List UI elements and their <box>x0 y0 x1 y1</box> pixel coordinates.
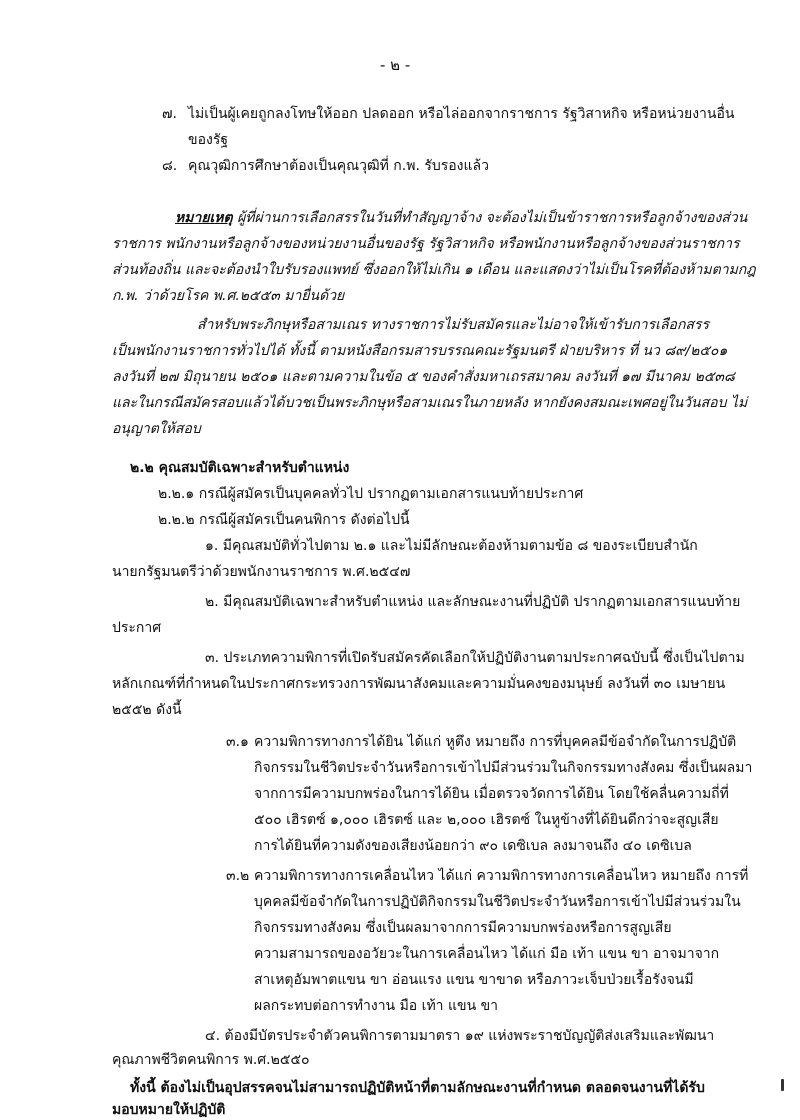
scan-mark <box>781 1079 784 1091</box>
disabled-item-line: ๓. ประเภทความพิการที่เปิดรับสมัครคัดเลือกให้ปฏิบัติงานตามประกาศฉบับนี้ ซึ่งเป็นไปตาม <box>205 650 745 666</box>
disability-type-line: ผลกระทบต่อการทำงาน มือ เท้า แขน ขา <box>254 998 499 1014</box>
remark-line: ก.พ. ว่าด้วยโรค พ.ศ.๒๕๕๓ มายื่นด้วย <box>112 288 345 304</box>
monk-paragraph-line: ลงวันที่ ๒๗ มิถุนายน ๒๕๐๑ และตามความในข้อ ๕ ของคำสั่งมหาเถรสมาคม ลงวันที่ ๑๗ มีนาคม ๒๕๓๘ <box>112 369 735 385</box>
disability-type-line: กิจกรรมทางสังคม ซึ่งเป็นผลมาจากการมีความบกพร่องหรือการสูญเสีย <box>254 920 672 936</box>
subsection-general: ๒.๒.๑ กรณีผู้สมัครเป็นบุคคลทั่วไป ปรากฏตามเอกสารแนบท้ายประกาศ <box>158 486 584 502</box>
disability-type-line: ๕๐๐ เฮิรตซ์ ๑,๐๐๐ เฮิรตซ์ และ ๒,๐๐๐ เฮิรตซ์ ในหูข้างที่ได้ยินดีกว่าจะสูญเสีย <box>254 812 719 828</box>
section-heading: ๒.๒ คุณสมบัติเฉพาะสำหรับตำแหน่ง <box>130 460 350 476</box>
item-four-line: ๔. ต้องมีบัตรประจำตัวคนพิการตามมาตรา ๑๙ แห่งพระราชบัญญัติส่งเสริมและพัฒนา <box>205 1028 715 1044</box>
disabled-item-line: ๒๕๕๒ ดังนี้ <box>112 702 182 718</box>
item-four-line: คุณภาพชีวิตคนพิการ พ.ศ.๒๕๕๐ <box>112 1052 310 1068</box>
disability-type-number: ๓.๑ <box>226 734 249 750</box>
disability-type-line: กิจกรรมในชีวิตประจำวันหรือการเข้าไปมีส่วนร่วมในกิจกรรมทางสังคม ซึ่งเป็นผลมา <box>254 760 753 776</box>
monk-paragraph-line: และในกรณีสมัครสอบแล้วได้บวชเป็นพระภิกษุหรือสามเณรในภายหลัง หากยังคงสมณะเพศอยู่ในวันสอบ ไม่ <box>112 395 748 411</box>
item-number: ๗. <box>162 106 177 122</box>
subsection-disabled: ๒.๒.๒ กรณีผู้สมัครเป็นคนพิการ ดังต่อไปนี้ <box>158 512 410 528</box>
disabled-item-line: นายกรัฐมนตรีว่าด้วยพนักงานราชการ พ.ศ.๒๕๔๗ <box>112 564 411 580</box>
remark-text: ผู้ที่ผ่านการเลือกสรรในวันที่ทำสัญญาจ้าง จะต้องไม่เป็นข้าราชการหรือลูกจ้างของส่วน <box>237 210 748 226</box>
monk-paragraph-line: สำหรับพระภิกษุหรือสามเณร ทางราชการไม่รับสมัครและไม่อาจให้เข้ารับการเลือกสรร <box>197 317 710 333</box>
closing-line: ทั้งนี้ ต้องไม่เป็นอุปสรรคจนไม่สามารถปฏิบัติหน้าที่ตามลักษณะงานที่กำหนด ตลอดจนงานที่ได้รับ <box>130 1080 705 1096</box>
disability-type-line: ความพิการทางการเคลื่อนไหว ได้แก่ ความพิการทางการเคลื่อนไหว หมายถึง การที่ <box>254 868 749 884</box>
disability-type-line: จากการมีความบกพร่องในการได้ยิน เมื่อตรวจวัดการได้ยิน โดยใช้คลื่นความถี่ที่ <box>254 786 729 802</box>
item-text: คุณวุฒิการศึกษาต้องเป็นคุณวุฒิที่ ก.พ. รับรองแล้ว <box>188 158 489 174</box>
disability-type-line: ความพิการทางการได้ยิน ได้แก่ หูตึง หมายถึง การที่บุคคลมีข้อจำกัดในการปฏิบัติ <box>254 734 737 750</box>
disabled-item-line: หลักเกณฑ์ที่กำหนดในประกาศกระทรวงการพัฒนาสังคมและความมั่นคงของมนุษย์ ลงวันที่ ๓๐ เมษายน <box>112 676 726 692</box>
remark-label: หมายเหตุ <box>175 210 233 226</box>
disability-type-number: ๓.๒ <box>226 868 250 884</box>
page-number: - ๒ - <box>380 56 411 74</box>
disabled-item-line: ๑. มีคุณสมบัติทั่วไปตาม ๒.๑ และไม่มีลักษณะต้องห้ามตามข้อ ๘ ของระเบียบสำนัก <box>205 538 698 554</box>
remark-line: ส่วนท้องถิ่น และจะต้องนำใบรับรองแพทย์ ซึ่งออกให้ไม่เกิน ๑ เดือน และแสดงว่าไม่เป็นโรคที่ต้องห้ามตามกฎ <box>112 262 756 278</box>
closing-line: มอบหมายให้ปฏิบัติ <box>112 1102 226 1118</box>
disability-type-line: การได้ยินที่ความดังของเสียงน้อยกว่า ๙๐ เดซิเบล ลงมาจนถึง ๔๐ เดซิเบล <box>254 838 692 854</box>
item-number: ๘. <box>162 158 178 174</box>
item-text: ของรัฐ <box>188 132 229 148</box>
disability-type-line: สาเหตุอัมพาตแขน ขา อ่อนแรง แขน ขาขาด หรือภาวะเจ็บป่วยเรื้อรังจนมี <box>254 972 694 988</box>
disability-type-line: ความสามารถของอวัยวะในการเคลื่อนไหว ได้แก่ มือ เท้า แขน ขา อาจมาจาก <box>254 946 720 962</box>
disability-type-line: บุคคลมีข้อจำกัดในการปฏิบัติกิจกรรมในชีวิตประจำวันหรือการเข้าไปมีส่วนร่วมใน <box>254 894 741 910</box>
disabled-item-line: ประกาศ <box>112 620 162 636</box>
remark-paragraph <box>175 209 747 227</box>
monk-paragraph-line: เป็นพนักงานราชการทั่วไปได้ ทั้งนี้ ตามหนังสือกรมสารบรรณคณะรัฐมนตรี ฝ่ายบริหาร ที่ นว ๘๙/๒๕๐๑ <box>112 343 728 359</box>
monk-paragraph-line: อนุญาตให้สอบ <box>112 421 201 437</box>
remark-line: ราชการ พนักงานหรือลูกจ้างของหน่วยงานอื่นของรัฐ รัฐวิสาหกิจ หรือพนักงานหรือลูกจ้างของส่วนราชการ <box>112 236 740 252</box>
disabled-item-line: ๒. มีคุณสมบัติเฉพาะสำหรับตำแหน่ง และลักษณะงานที่ปฏิบัติ ปรากฏตามเอกสารแนบท้าย <box>205 594 741 610</box>
item-text: ไม่เป็นผู้เคยถูกลงโทษให้ออก ปลดออก หรือไล่ออกจากราชการ รัฐวิสาหกิจ หรือหน่วยงานอื่น <box>188 106 735 122</box>
